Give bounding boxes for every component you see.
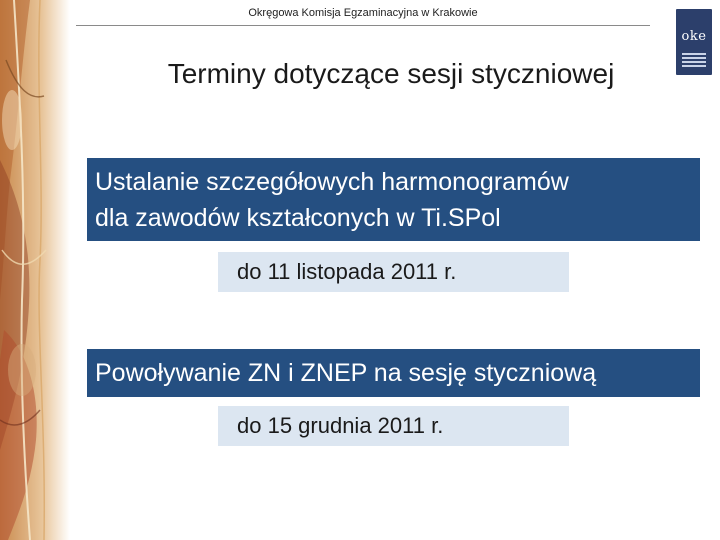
deadline-text: do 11 listopada 2011 r. bbox=[237, 259, 457, 284]
heading-box-powolywanie bbox=[87, 349, 700, 397]
header-institution: Okręgowa Komisja Egzaminacyjna w Krakowie bbox=[248, 7, 478, 19]
deadline-text: do 15 grudnia 2011 r. bbox=[237, 413, 444, 438]
heading-box-harmonogramy bbox=[87, 158, 700, 241]
slide-title: Terminy dotyczące sesji styczniowej bbox=[167, 58, 615, 89]
heading-line: Ustalanie szczegółowych harmonogramów bbox=[95, 168, 569, 196]
deadline-box-powolywanie bbox=[218, 406, 569, 446]
logo-text: oke bbox=[681, 29, 707, 44]
deadline-box-harmonogramy bbox=[218, 252, 569, 292]
header-divider bbox=[76, 25, 650, 26]
decorative-side-artwork bbox=[0, 0, 70, 540]
heading-line: Powoływanie ZN i ZNEP na sesję styczniową bbox=[95, 359, 597, 387]
heading-line: dla zawodów kształconych w Ti.SPol bbox=[95, 204, 501, 232]
